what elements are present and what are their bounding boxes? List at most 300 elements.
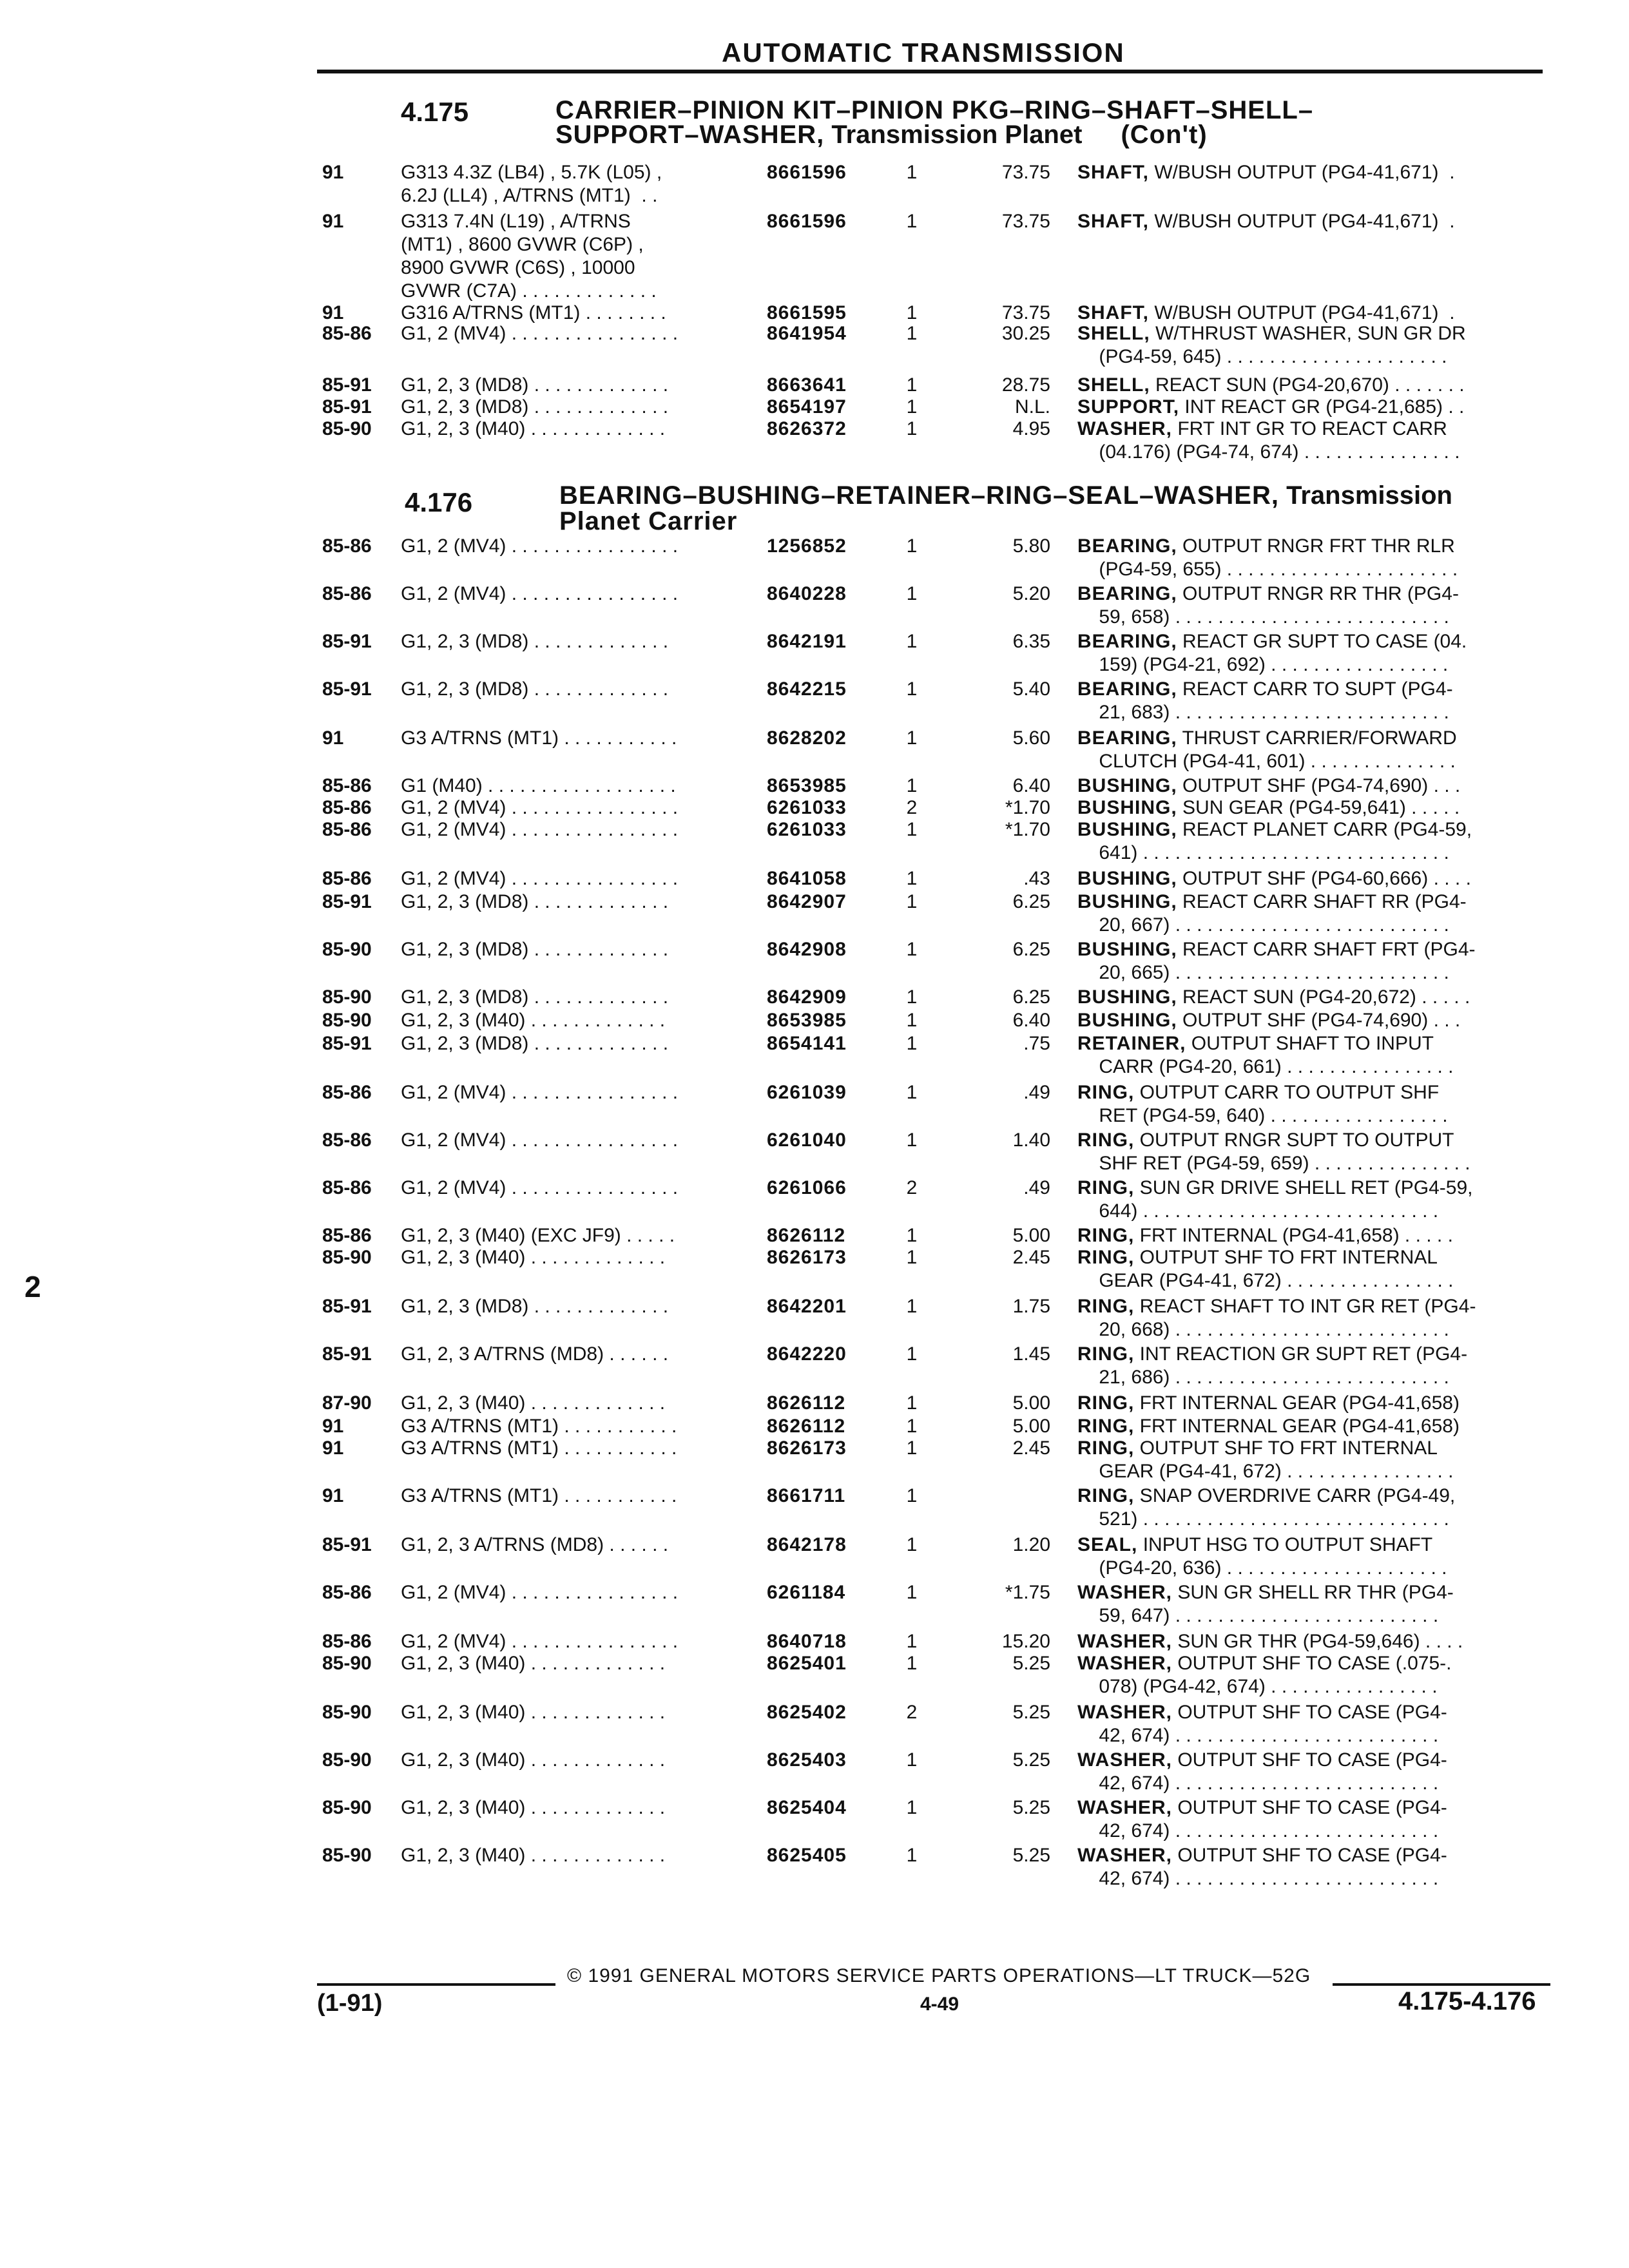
description-keyword: BUSHING, [1077,775,1177,796]
application: G1, 2, 3 (M40) . . . . . . . . . . . . . [401,1247,666,1268]
price: 5.00 [1012,1392,1050,1414]
price: 15.20 [1001,1631,1050,1652]
section-title-line2 [555,121,1208,148]
part-number: 6261033 [767,819,847,840]
description-keyword: BUSHING, [1077,819,1177,840]
application: G1, 2 (MV4) . . . . . . . . . . . . . . . . [401,1582,679,1603]
application: G1, 2 (MV4) . . . . . . . . . . . . . . . . [401,535,679,557]
description-text: OUTPUT RNGR RR THR (PG4- 59, 658) . . . . . . . . . . . . . . . . . . . . . . . . . . [1099,583,1459,628]
description-text: SUN GR SHELL RR THR (PG4- 59, 647) . . . . . . . . . . . . . . . . . . . . . . . . . [1099,1582,1454,1626]
application: G1, 2, 3 (MD8) . . . . . . . . . . . . . [401,1033,669,1054]
description-keyword: RING, [1077,1247,1135,1268]
description [1077,374,1548,397]
application: G1, 2 (MV4) . . . . . . . . . . . . . . . . [401,323,679,344]
application: G313 7.4N (L19) , A/TRNS (MT1) , 8600 GVWR (C6P) , 8900 GVWR (C6S) , 10000 GVWR (C7A) . . . . . . . . . . . . . [401,211,657,302]
part-number: 8654141 [767,1033,847,1054]
quantity: 1 [906,1129,918,1151]
footer-date: (1-91) [317,1990,383,2017]
model-year: 85-91 [322,1343,372,1365]
application: G1, 2 (MV4) . . . . . . . . . . . . . . . . [401,1082,679,1103]
description-text: SUN GR DRIVE SHELL RET (PG4-59, 644) . . . . . . . . . . . . . . . . . . . . . . . . . . . . [1099,1177,1473,1222]
quantity: 1 [906,631,918,652]
quantity: 1 [906,1225,918,1246]
model-year: 85-86 [322,1582,372,1603]
application: G1, 2 (MV4) . . . . . . . . . . . . . . . . [401,1129,679,1151]
description [1077,890,1548,937]
description-text: OUTPUT SHF TO CASE (PG4- 42, 674) . . . . . . . . . . . . . . . . . . . . . . . . . [1099,1702,1447,1746]
model-year: 85-91 [322,1033,372,1054]
quantity: 1 [906,1082,918,1103]
application: G313 4.3Z (LB4) , 5.7K (L05) , 6.2J (LL4) , A/TRNS (MT1) . . [401,162,662,206]
description-text: W/THRUST WASHER, SUN GR DR (PG4-59, 645) . . . . . . . . . . . . . . . . . . . . . [1099,323,1466,367]
part-number: 8626173 [767,1437,847,1459]
price: 1.45 [1012,1343,1050,1365]
application: G3 A/TRNS (MT1) . . . . . . . . . . . [401,1485,677,1506]
part-number: 8661596 [767,162,847,183]
part-number: 8642201 [767,1296,847,1317]
description-text: SNAP OVERDRIVE CARR (PG4-49, 521) . . . . . . . . . . . . . . . . . . . . . . . . . . . . . [1099,1485,1456,1530]
price: 28.75 [1001,374,1050,396]
part-number: 8642908 [767,939,847,960]
model-year: 85-86 [322,1631,372,1652]
model-year: 85-86 [322,583,372,604]
model-year: 85-86 [322,535,372,557]
description-keyword: SHELL, [1077,323,1150,344]
description [1077,938,1548,985]
description-keyword: RING, [1077,1343,1135,1365]
application: G1, 2, 3 (MD8) . . . . . . . . . . . . . [401,891,669,912]
application: G1, 2, 3 (M40) . . . . . . . . . . . . . [401,1845,666,1866]
model-year: 85-86 [322,1225,372,1246]
description-keyword: RING, [1077,1177,1135,1198]
description [1077,302,1548,325]
model-year: 85-91 [322,396,372,418]
description-text: REACT CARR SHAFT RR (PG4- 20, 667) . . . . . . . . . . . . . . . . . . . . . . . . . . [1099,891,1467,936]
model-year: 85-86 [322,819,372,840]
description [1077,1749,1548,1795]
description-text: FRT INTERNAL (PG4-41,658) . . . . . [1134,1225,1453,1246]
description [1077,1009,1548,1032]
description-text: OUTPUT SHF TO FRT INTERNAL GEAR (PG4-41, 672) . . . . . . . . . . . . . . . . [1099,1437,1454,1482]
quantity: 1 [906,211,918,232]
price: 5.25 [1012,1702,1050,1723]
part-number: 8642220 [767,1343,847,1365]
price: 5.25 [1012,1797,1050,1818]
description-text: OUTPUT SHF TO CASE (PG4- 42, 674) . . . . . . . . . . . . . . . . . . . . . . . . . [1099,1749,1447,1794]
application: G3 A/TRNS (MT1) . . . . . . . . . . . [401,1416,677,1437]
quantity: 1 [906,535,918,557]
application: G1, 2 (MV4) . . . . . . . . . . . . . . . . [401,868,679,889]
footer-rule-right [1333,1983,1550,1986]
model-year: 91 [322,1416,344,1437]
model-year: 85-90 [322,939,372,960]
header-rule [317,70,1543,73]
description [1077,1081,1548,1128]
quantity: 1 [906,1749,918,1771]
quantity: 1 [906,1010,918,1031]
quantity: 1 [906,891,918,912]
description-text: W/BUSH OUTPUT (PG4-41,671) . [1149,302,1455,323]
section-title-plain: Transmission [1278,481,1452,510]
application: G1, 2 (MV4) . . . . . . . . . . . . . . . . [401,583,679,604]
part-number: 8642907 [767,891,847,912]
description-text: SUN GEAR (PG4-59,641) . . . . . [1177,797,1460,818]
price: 6.25 [1012,891,1050,912]
description [1077,161,1548,184]
quantity: 1 [906,1534,918,1555]
description [1077,1533,1548,1580]
price: 5.00 [1012,1416,1050,1437]
footer-rule-left [317,1983,555,1986]
description [1077,1581,1548,1628]
quantity: 1 [906,162,918,183]
description [1077,1437,1548,1483]
quantity: 1 [906,1582,918,1603]
description-text: REACT CARR TO SUPT (PG4- 21, 683) . . . . . . . . . . . . . . . . . . . . . . . . . . [1099,678,1453,723]
model-year: 85-90 [322,1845,372,1866]
description [1077,630,1548,677]
quantity: 2 [906,797,918,818]
model-year: 85-90 [322,1653,372,1674]
section-title-bold: BEARING–BUSHING–RETAINER–RING–SEAL–WASHER, [559,481,1279,510]
description [1077,1844,1548,1890]
price: 2.45 [1012,1437,1050,1459]
description [1077,1415,1548,1438]
application: G1, 2 (MV4) . . . . . . . . . . . . . . . . [401,1631,679,1652]
description-text: THRUST CARRIER/FORWARD CLUTCH (PG4-41, 601) . . . . . . . . . . . . . . [1099,727,1457,772]
application: G1, 2, 3 (M40) . . . . . . . . . . . . . [401,1702,666,1723]
model-year: 85-90 [322,1247,372,1268]
quantity: 1 [906,819,918,840]
description [1077,818,1548,865]
quantity: 1 [906,302,918,323]
description-text: OUTPUT RNGR FRT THR RLR (PG4-59, 655) . . . . . . . . . . . . . . . . . . . . . . [1099,535,1458,580]
part-number: 8642178 [767,1534,847,1555]
description-text: W/BUSH OUTPUT (PG4-41,671) . [1149,211,1455,232]
application: G1, 2, 3 (M40) (EXC JF9) . . . . . [401,1225,675,1246]
part-number: 8640228 [767,583,847,604]
description-text: REACT CARR SHAFT FRT (PG4- 20, 665) . . . . . . . . . . . . . . . . . . . . . . . . . . [1099,939,1476,983]
description [1077,322,1548,369]
part-number: 8642191 [767,631,847,652]
description-keyword: WASHER, [1077,1749,1173,1771]
description-text: FRT INTERNAL GEAR (PG4-41,658) [1134,1392,1460,1414]
description-keyword: WASHER, [1077,1582,1173,1603]
model-year: 85-90 [322,1702,372,1723]
part-number: 8625401 [767,1653,847,1674]
description [1077,986,1548,1009]
part-number: 8626372 [767,418,847,439]
quantity: 2 [906,1177,918,1198]
quantity: 1 [906,1247,918,1268]
quantity: 1 [906,374,918,396]
application: G316 A/TRNS (MT1) . . . . . . . . [401,302,666,323]
description-keyword: BEARING, [1077,583,1177,604]
model-year: 85-90 [322,986,372,1008]
description-text: INPUT HSG TO OUTPUT SHAFT (PG4-20, 636) . . . . . . . . . . . . . . . . . . . . . [1099,1534,1447,1579]
price: 2.45 [1012,1247,1050,1268]
price: 30.25 [1001,323,1050,344]
model-year: 85-86 [322,1082,372,1103]
description-text: OUTPUT SHF (PG4-60,666) . . . . [1177,868,1471,889]
price: 5.25 [1012,1749,1050,1771]
part-number: 6261033 [767,797,847,818]
quantity: 1 [906,1631,918,1652]
description-keyword: BUSHING, [1077,868,1177,889]
price: 5.25 [1012,1845,1050,1866]
model-year: 85-86 [322,775,372,796]
price: .43 [1023,868,1050,889]
price: .49 [1023,1177,1050,1198]
part-number: 8626112 [767,1392,846,1414]
quantity: 1 [906,1033,918,1054]
application: G1, 2, 3 A/TRNS (MD8) . . . . . . [401,1343,669,1365]
part-number: 8661596 [767,211,847,232]
quantity: 1 [906,583,918,604]
footer-page-number: 4-49 [920,1994,959,2015]
description-keyword: WASHER, [1077,1797,1173,1818]
description [1077,1224,1548,1247]
application: G3 A/TRNS (MT1) . . . . . . . . . . . [401,1437,677,1459]
section-title-bold: SUPPORT–WASHER, [555,120,825,149]
description-keyword: BUSHING, [1077,986,1177,1008]
part-number: 8661711 [767,1485,846,1506]
application: G1, 2, 3 (M40) . . . . . . . . . . . . . [401,1797,666,1818]
description-keyword: WASHER, [1077,1653,1173,1674]
description-keyword: WASHER, [1077,1702,1173,1723]
description-text: W/BUSH OUTPUT (PG4-41,671) . [1149,162,1455,183]
price: 5.40 [1012,678,1050,700]
description-keyword: WASHER, [1077,1631,1173,1652]
price: 6.40 [1012,1010,1050,1031]
description-text: OUTPUT SHF TO CASE (.075-. 078) (PG4-42, 674) . . . . . . . . . . . . . . . . [1099,1653,1452,1697]
price: 73.75 [1001,162,1050,183]
quantity: 1 [906,1392,918,1414]
model-year: 85-86 [322,797,372,818]
application: G1, 2, 3 (M40) . . . . . . . . . . . . . [401,1749,666,1771]
description [1077,1630,1548,1653]
price: 73.75 [1001,211,1050,232]
description-keyword: SHAFT, [1077,162,1149,183]
application: G1 (M40) . . . . . . . . . . . . . . . . . . [401,775,676,796]
part-number: 8641954 [767,323,847,344]
price: 5.00 [1012,1225,1050,1246]
description-keyword: SHELL, [1077,374,1150,396]
description [1077,1485,1548,1531]
part-number: 6261040 [767,1129,847,1151]
price: .75 [1023,1033,1050,1054]
description [1077,1392,1548,1415]
description-keyword: BEARING, [1077,727,1177,749]
price: 6.40 [1012,775,1050,796]
quantity: 1 [906,1416,918,1437]
model-year: 85-91 [322,1534,372,1555]
application: G1, 2 (MV4) . . . . . . . . . . . . . . . . [401,819,679,840]
description-keyword: SHAFT, [1077,302,1149,323]
description [1077,210,1548,233]
left-margin-mark: 2 [24,1270,41,1303]
model-year: 87-90 [322,1392,372,1414]
part-number: 6261039 [767,1082,847,1103]
description-keyword: RING, [1077,1485,1135,1506]
description-text: REACT SUN (PG4-20,672) . . . . . [1177,986,1470,1008]
part-number: 8642909 [767,986,847,1008]
quantity: 1 [906,1485,918,1506]
price: *1.75 [1005,1582,1050,1603]
description [1077,678,1548,724]
application: G1, 2, 3 (M40) . . . . . . . . . . . . . [401,1392,666,1414]
model-year: 91 [322,211,344,232]
part-number: 8626112 [767,1225,846,1246]
description [1077,796,1548,820]
description [1077,1652,1548,1698]
price: 73.75 [1001,302,1050,323]
description-text: OUTPUT SHF (PG4-74,690) . . . [1177,1010,1461,1031]
price: 6.35 [1012,631,1050,652]
quantity: 1 [906,939,918,960]
description-keyword: WASHER, [1077,418,1173,439]
section-title-plain: Transmission Planet [824,120,1083,149]
application: G1, 2 (MV4) . . . . . . . . . . . . . . . . [401,1177,679,1198]
application: G1, 2, 3 (MD8) . . . . . . . . . . . . . [401,396,669,418]
quantity: 1 [906,678,918,700]
description [1077,535,1548,581]
price: 5.80 [1012,535,1050,557]
description [1077,418,1548,464]
application: G1, 2 (MV4) . . . . . . . . . . . . . . . . [401,797,679,818]
description [1077,582,1548,629]
model-year: 85-91 [322,891,372,912]
part-number: 8653985 [767,775,847,796]
quantity: 1 [906,396,918,418]
model-year: 85-86 [322,1129,372,1151]
description-keyword: BUSHING, [1077,797,1177,818]
model-year: 91 [322,727,344,749]
quantity: 1 [906,727,918,749]
application: G1, 2, 3 (M40) . . . . . . . . . . . . . [401,1653,666,1674]
model-year: 91 [322,1437,344,1459]
description-keyword: RING, [1077,1082,1135,1103]
description-text: REACT SUN (PG4-20,670) . . . . . . . [1150,374,1465,396]
description-text: SUN GR THR (PG4-59,646) . . . . [1172,1631,1463,1652]
description-keyword: SUPPORT, [1077,396,1180,418]
description [1077,396,1548,419]
price: 5.25 [1012,1653,1050,1674]
description-keyword: RING, [1077,1416,1135,1437]
description-keyword: SHAFT, [1077,211,1149,232]
price: .49 [1023,1082,1050,1103]
description-text: OUTPUT SHF TO FRT INTERNAL GEAR (PG4-41, 672) . . . . . . . . . . . . . . . . [1099,1247,1454,1291]
description-text: INT REACT GR (PG4-21,685) . . [1179,396,1465,418]
model-year: 91 [322,1485,344,1506]
description-text: FRT INT GR TO REACT CARR (04.176) (PG4-74, 674) . . . . . . . . . . . . . . . [1099,418,1460,463]
quantity: 1 [906,1343,918,1365]
description-text: OUTPUT SHAFT TO INPUT CARR (PG4-20, 661) . . . . . . . . . . . . . . . . [1099,1033,1454,1077]
price: 4.95 [1012,418,1050,439]
model-year: 85-91 [322,1296,372,1317]
application: G1, 2, 3 A/TRNS (MD8) . . . . . . [401,1534,669,1555]
description-keyword: RING, [1077,1296,1135,1317]
description [1077,1343,1548,1389]
part-number: 8625403 [767,1749,847,1771]
price: N.L. [1014,396,1050,418]
model-year: 85-86 [322,868,372,889]
section-title-line2: Planet Carrier [559,507,738,535]
model-year: 85-90 [322,1010,372,1031]
model-year: 85-90 [322,1797,372,1818]
price: 5.20 [1012,583,1050,604]
footer-section-range: 4.175-4.176 [1398,1987,1536,2015]
application: G1, 2, 3 (MD8) . . . . . . . . . . . . . [401,986,669,1008]
model-year: 85-90 [322,1749,372,1771]
part-number: 1256852 [767,535,847,557]
part-number: 8654197 [767,396,847,418]
description-keyword: BUSHING, [1077,1010,1177,1031]
part-number: 8661595 [767,302,847,323]
description-keyword: RETAINER, [1077,1033,1186,1054]
model-year: 85-91 [322,631,372,652]
model-year: 85-86 [322,1177,372,1198]
price: 1.40 [1012,1129,1050,1151]
part-number: 8625404 [767,1797,847,1818]
description [1077,1246,1548,1293]
description-text: FRT INTERNAL GEAR (PG4-41,658) [1134,1416,1460,1437]
description-keyword: BUSHING, [1077,939,1177,960]
part-number: 8642215 [767,678,847,700]
description-text: INT REACTION GR SUPT RET (PG4- 21, 686) . . . . . . . . . . . . . . . . . . . . . . . . . . [1099,1343,1468,1388]
description-keyword: BEARING, [1077,631,1177,652]
quantity: 1 [906,868,918,889]
quantity: 1 [906,775,918,796]
description-text: OUTPUT SHF (PG4-74,690) . . . [1177,775,1461,796]
part-number: 8653985 [767,1010,847,1031]
description-text: REACT SHAFT TO INT GR RET (PG4- 20, 668) . . . . . . . . . . . . . . . . . . . . . . . . . . [1099,1296,1476,1340]
description-keyword: RING, [1077,1392,1135,1414]
description [1077,867,1548,890]
description [1077,727,1548,773]
application: G1, 2, 3 (MD8) . . . . . . . . . . . . . [401,374,669,396]
section-title-line1: CARRIER–PINION KIT–PINION PKG–RING–SHAFT–SHELL– [555,96,1314,124]
quantity: 1 [906,1653,918,1674]
description-keyword: WASHER, [1077,1845,1173,1866]
section-title-cont: (Con't) [1121,120,1208,149]
application: G1, 2, 3 (M40) . . . . . . . . . . . . . [401,418,666,439]
description-text: OUTPUT SHF TO CASE (PG4- 42, 674) . . . . . . . . . . . . . . . . . . . . . . . . . [1099,1797,1447,1841]
footer-copyright: © 1991 GENERAL MOTORS SERVICE PARTS OPERATIONS—LT TRUCK—52G [567,1965,1311,1986]
section-number: 4.176 [405,487,473,517]
application: G3 A/TRNS (MT1) . . . . . . . . . . . [401,727,677,749]
model-year: 85-91 [322,678,372,700]
section-number: 4.175 [401,97,469,127]
page-header-title: AUTOMATIC TRANSMISSION [722,37,1125,68]
quantity: 1 [906,323,918,344]
model-year: 85-91 [322,374,372,396]
price: 1.75 [1012,1296,1050,1317]
quantity: 1 [906,418,918,439]
part-number: 6261184 [767,1582,846,1603]
description-text: OUTPUT SHF TO CASE (PG4- 42, 674) . . . . . . . . . . . . . . . . . . . . . . . . . [1099,1845,1447,1889]
application: G1, 2, 3 (MD8) . . . . . . . . . . . . . [401,678,669,700]
quantity: 1 [906,1845,918,1866]
description [1077,1129,1548,1175]
price: 1.20 [1012,1534,1050,1555]
model-year: 85-86 [322,323,372,344]
price: *1.70 [1005,797,1050,818]
description-keyword: RING, [1077,1129,1135,1151]
description-text: OUTPUT CARR TO OUTPUT SHF RET (PG4-59, 640) . . . . . . . . . . . . . . . . . [1099,1082,1448,1126]
quantity: 1 [906,1437,918,1459]
model-year: 91 [322,302,344,323]
